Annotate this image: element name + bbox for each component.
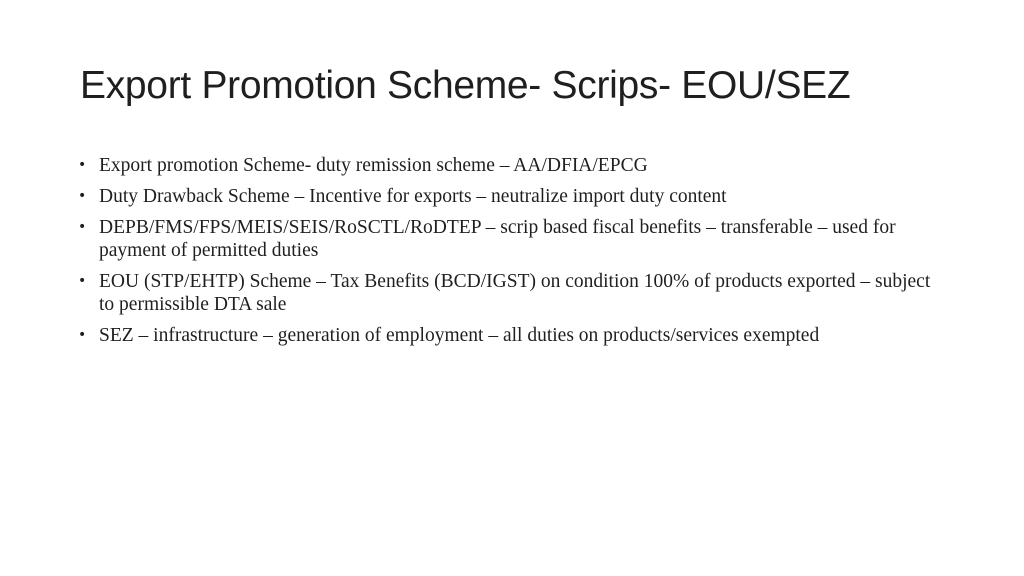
bullet-marker: • [78,273,87,289]
bullet-text: Duty Drawback Scheme – Incentive for exports – neutralize import duty content [99,186,727,207]
bullet-text: Export promotion Scheme- duty remission scheme – AA/DFIA/EPCG [99,155,648,176]
bullet-marker: • [78,188,87,204]
slide-title: Export Promotion Scheme- Scrips- EOU/SEZ [80,64,851,107]
bullet-text: SEZ – infrastructure – generation of employment – all duties on products/services exempted [99,325,820,346]
bullet-marker: • [78,157,87,173]
bullet-marker: • [78,327,87,343]
bullet-item [76,154,936,177]
bullet-item [76,324,936,347]
bullet-item [76,185,936,208]
bullet-item [76,270,936,316]
bullet-text: EOU (STP/EHTP) Scheme – Tax Benefits (BCD/IGST) on condition 100% of products exported – subject to permissible DTA sale [99,271,931,315]
bullet-marker: • [78,219,87,235]
bullet-list [76,154,936,355]
bullet-item [76,216,936,262]
bullet-text: DEPB/FMS/FPS/MEIS/SEIS/RoSCTL/RoDTEP – scrip based fiscal benefits – transferable – used for payment of permitted duties [99,217,896,261]
